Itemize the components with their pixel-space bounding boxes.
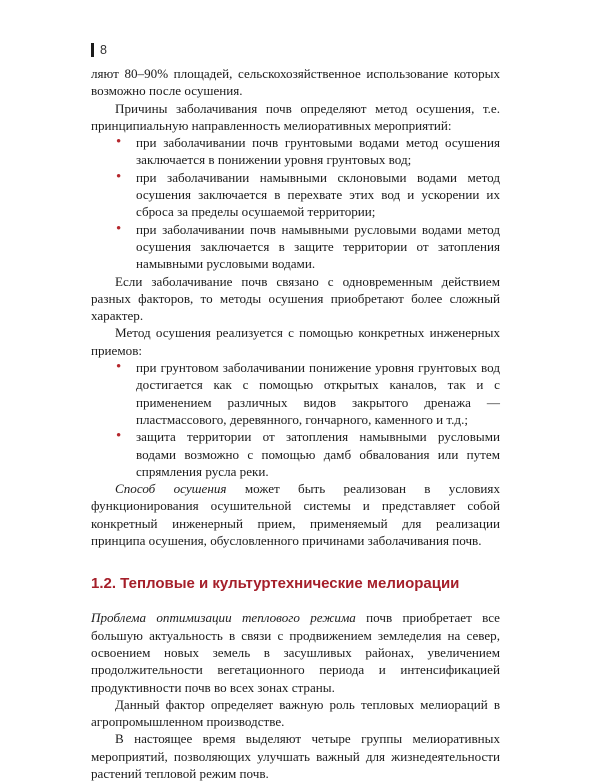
paragraph-continued: ляют 80–90% площадей, сельскохозяйственное использование которых возможно после осушения. (91, 66, 500, 99)
term-thermal-optimization: Проблема оптимизации теплового режима (91, 610, 356, 626)
paragraph-engineering-methods: Метод осушения реализуется с помощью конкретных инженерных приемов: (91, 325, 500, 358)
paragraph-text: может быть реализован в условиях функционирования осушительной системы и представляет собой конкретный инженерный прием, применяемый для реализации принципа осушения, обусловленного причинами заболачивания почв. (91, 481, 500, 549)
list-item (91, 221, 500, 273)
list-item (91, 134, 500, 169)
paragraph-thermal-problem (91, 609, 500, 695)
paragraph-drainage-way (91, 480, 500, 549)
bullet-icon: • (116, 359, 122, 376)
bullet-list-drainage-methods (91, 134, 500, 272)
section-heading: 1.2. Тепловые и культуртехнические мелиорации (91, 575, 460, 593)
page-content (91, 65, 500, 782)
page-header (91, 42, 107, 58)
paragraph-multiple-factors: Если заболачивание почв связано с одновременным действием разных факторов, то методы осушения приобретают более сложный характер. (91, 273, 500, 324)
paragraph-drainage-causes: Причины заболачивания почв определяют метод осушения, т.е. принципиальную направленность мелиоративных мероприятий: (91, 100, 500, 133)
list-item (91, 428, 500, 480)
list-item-text: при заболачивании почв намывными русловыми водами метод осушения заключается в защите территории от затопления намывными русловыми водами. (136, 221, 500, 272)
bullet-icon: • (116, 168, 122, 185)
paragraph-text: почв приобретает все большую актуальность в связи с продвижением земледелия на север, освоением новых земель в засушливых районах, увеличением продолжительности вегетационного периода и интенсификацией продуктивности почв во всех зонах страны. (91, 610, 500, 695)
list-item (91, 169, 500, 221)
header-bar (91, 43, 94, 57)
bullet-icon: • (116, 220, 122, 237)
paragraph-four-groups: В настоящее время выделяют четыре группы мелиоративных мероприятий, позволяющих улучшать важный для жизнедеятельности растений тепловой режим почв. (91, 731, 500, 781)
list-item-text: при заболачивании намывными склоновыми водами метод осушения заключается в перехвате этих вод и ускорении их сброса за пределы осушаемой территории; (136, 169, 500, 220)
list-item-text: защита территории от затопления намывными русловыми водами возможно с помощью дамб обвалования или путем спрямления русла реки. (136, 429, 500, 479)
bullet-icon: • (116, 134, 122, 151)
list-item-text: при заболачивании почв грунтовыми водами метод осушения заключается в понижении уровня грунтовых вод; (136, 135, 500, 168)
page-number: 8 (100, 43, 107, 57)
list-item (91, 359, 500, 428)
list-item-text: при грунтовом заболачивании понижение уровня грунтовых вод достигается как с помощью открытых каналов, так и с применением различных видов закрытого дренажа — пластмассового, деревянного, гончарного, каменного и т.д.; (136, 360, 500, 427)
paragraph-thermal-role: Данный фактор определяет важную роль тепловых мелиораций в агропромышленном производстве. (91, 696, 500, 730)
term-drainage-way: Способ осушения (115, 481, 227, 497)
bullet-list-engineering-methods (91, 359, 500, 480)
bullet-icon: • (116, 428, 122, 445)
